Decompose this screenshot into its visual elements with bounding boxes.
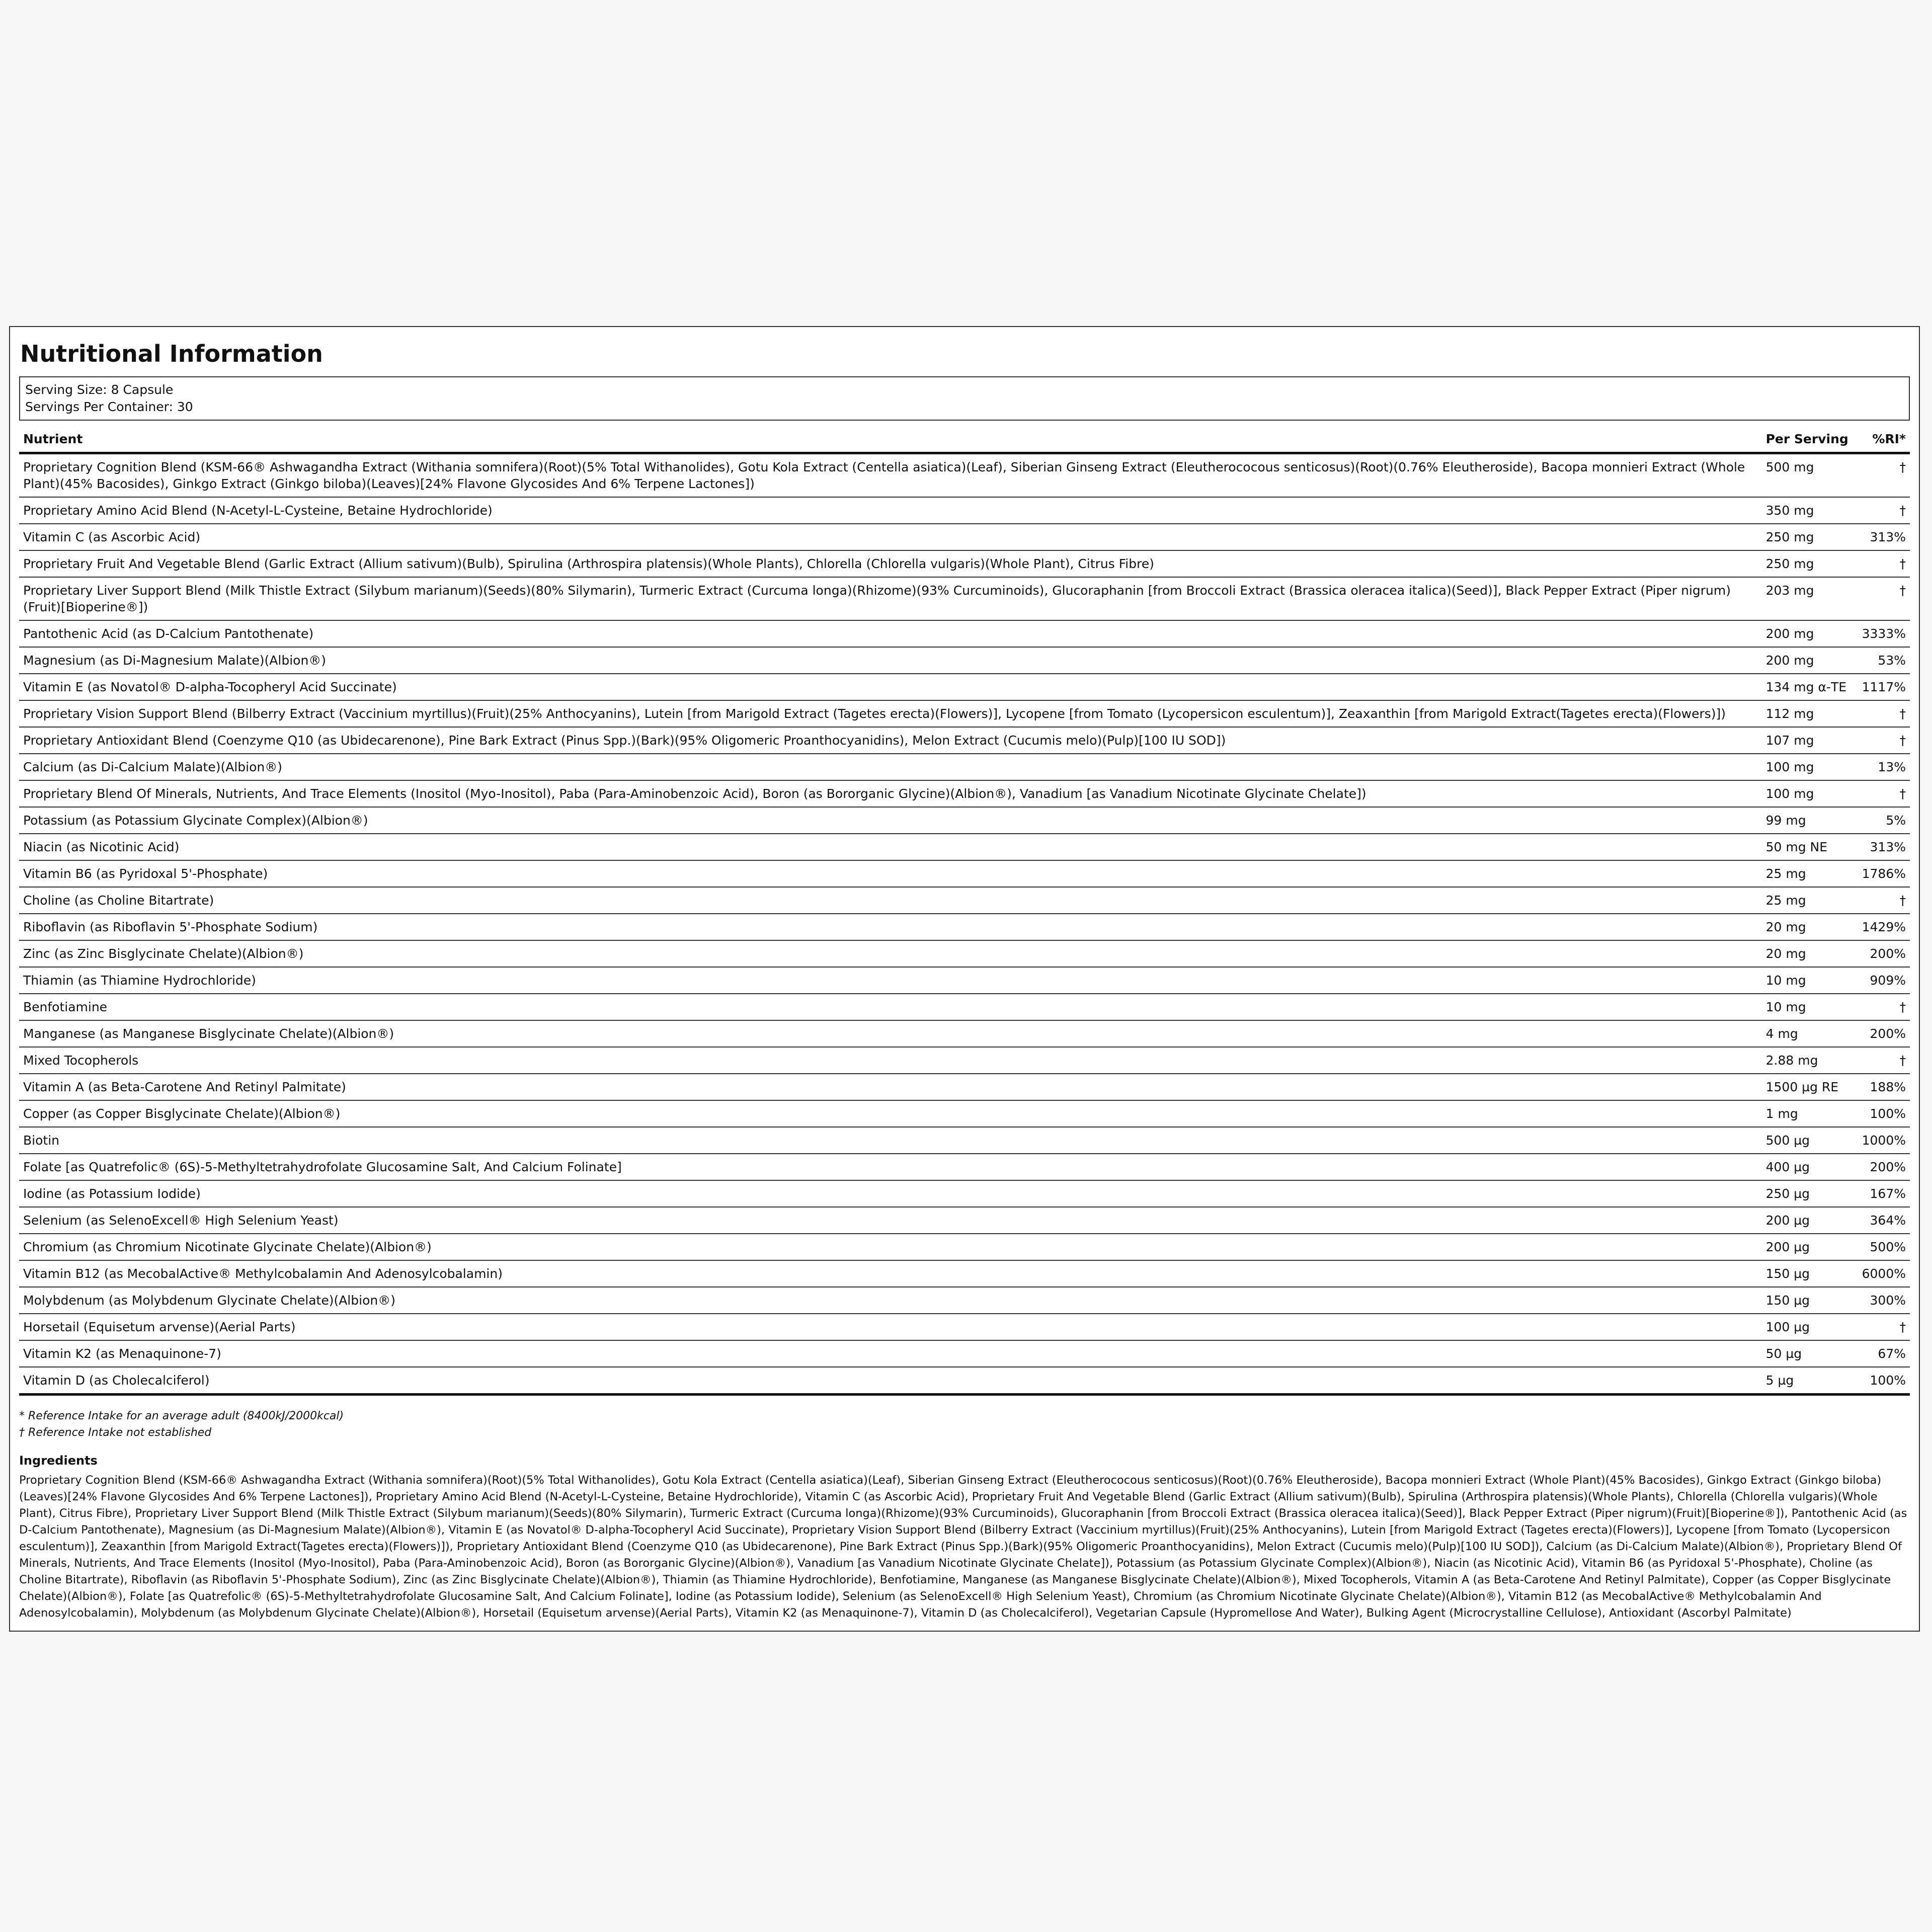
table-row <box>19 1127 1910 1154</box>
nutrient-name: Zinc (as Zinc Bisglycinate Chelate)(Albion®) <box>19 940 1762 967</box>
nutrient-amount: 50 µg <box>1762 1340 1858 1367</box>
nutrient-name: Mixed Tocopherols <box>19 1047 1762 1074</box>
nutrient-amount: 4 mg <box>1762 1020 1858 1047</box>
table-row <box>19 967 1910 994</box>
nutrient-name: Molybdenum (as Molybdenum Glycinate Chelate)(Albion®) <box>19 1287 1762 1314</box>
footnotes <box>19 1408 1910 1441</box>
table-row <box>19 940 1910 967</box>
table-row <box>19 807 1910 834</box>
table-row <box>19 550 1910 577</box>
nutrient-amount: 112 mg <box>1762 700 1858 727</box>
serving-info-box <box>19 376 1910 421</box>
nutrient-name: Proprietary Cognition Blend (KSM-66® Ashwagandha Extract (Withania somnifera)(Root)(5% Total Withanolides), Gotu Kola Extract (Centella asiatica)(Leaf), Siberian Ginseng Extract (Eleutherococous senticosus)(Root)(0.76% Eleutheroside), Bacopa monnieri Extract (Whole Plant)(45% Bacosides), Ginkgo Extract (Ginkgo biloba)(Leaves)[24% Flavone Glycosides And 6% Terpene Lactones]) <box>19 453 1762 498</box>
nutrient-ri: † <box>1858 550 1910 577</box>
nutrient-name: Magnesium (as Di-Magnesium Malate)(Albion®) <box>19 647 1762 674</box>
table-row <box>19 524 1910 550</box>
nutrient-name: Benfotiamine <box>19 994 1762 1020</box>
nutrient-name: Choline (as Choline Bitartrate) <box>19 887 1762 914</box>
nutrient-name: Chromium (as Chromium Nicotinate Glycinate Chelate)(Albion®) <box>19 1234 1762 1260</box>
header-ri: %RI* <box>1858 426 1910 453</box>
ri-footnote: * Reference Intake for an average adult (8400kJ/2000kcal) <box>19 1410 344 1422</box>
nutrient-ri: † <box>1858 700 1910 727</box>
nutrient-ri: 300% <box>1858 1287 1910 1314</box>
nutrient-amount: 250 mg <box>1762 524 1858 550</box>
nutrient-name: Proprietary Vision Support Blend (Bilberry Extract (Vaccinium myrtillus)(Fruit)(25% Anthocyanins), Lutein [from Marigold Extract (Tagetes erecta)(Flowers)], Lycopene [from Tomato (Lycopersicon esculentum)], Zeaxanthin [from Marigold Extract(Tagetes erecta)(Flowers)]) <box>19 700 1762 727</box>
nutrient-amount: 150 µg <box>1762 1287 1858 1314</box>
nutrient-ri: 167% <box>1858 1180 1910 1207</box>
nutrient-amount: 200 µg <box>1762 1234 1858 1260</box>
ingredients-text: Proprietary Cognition Blend (KSM-66® Ashwagandha Extract (Withania somnifera)(Root)(5% Total Withanolides), Gotu Kola Extract (Centella asiatica)(Leaf), Siberian Ginseng Extract (Eleutherococous senticosus)(Root)(0.76% Eleutheroside), Bacopa monnieri Extract (Whole Plant)(45% Bacosides), Ginkgo Extract (Ginkgo biloba)(Leaves)[24% Flavone Glycosides And 6% Terpene Lactones]), Proprietary Amino Acid Blend (N-Acetyl-L-Cysteine, Betaine Hydrochloride), Vitamin C (as Ascorbic Acid), Proprietary Fruit And Vegetable Blend (Garlic Extract (Allium sativum)(Bulb), Spirulina (Arthrospira platensis)(Whole Plants), Chlorella (Chlorella vulgaris)(Whole Plant), Citrus Fibre), Proprietary Liver Support Blend (Milk Thistle Extract (Silybum marianum)(Seeds)(80% Silymarin), Turmeric Extract (Curcuma longa)(Rhizome)(93% Curcuminoids), Glucoraphanin [from Broccoli Extract (Brassica oleracea italica)(Seed)], Black Pepper Extract (Piper nigrum)(Fruit)[Bioperine®]), Pantothenic Acid (as D-Calcium Pantothenate), Magnesium (as Di-Magnesium Malate)(Albion®), Vitamin E (as Novatol® D-alpha-Tocopheryl Acid Succinate), Proprietary Vision Support Blend (Bilberry Extract (Vaccinium myrtillus)(Fruit)(25% Anthocyanins), Lutein [from Marigold Extract (Tagetes erecta)(Flowers)], Lycopene [from Tomato (Lycopersicon esculentum)], Zeaxanthin [from Marigold Extract(Tagetes erecta)(Flowers)]), Proprietary Antioxidant Blend (Coenzyme Q10 (as Ubidecarenone), Pine Bark Extract (Pinus Spp.)(Bark)(95% Oligomeric Proanthocyanidins), Melon Extract (Cucumis melo)(Pulp)[100 IU SOD]), Calcium (as Di-Calcium Malate)(Albion®), Proprietary Blend Of Minerals, Nutrients, And Trace Elements (Inositol (Myo-Inositol), Paba (Para-Aminobenzoic Acid), Boron (as Bororganic Glycine)(Albion®), Vanadium [as Vanadium Nicotinate Glycinate Chelate]), Potassium (as Potassium Glycinate Complex)(Albion®), Niacin (as Nicotinic Acid), Vitamin B6 (as Pyridoxal 5'-Phosphate), Choline (as Choline Bitartrate), Riboflavin (as Riboflavin 5'-Phosphate Sodium), Zinc (as Zinc Bisglycinate Chelate)(Albion®), Thiamin (as Thiamine Hydrochloride), Benfotiamine, Manganese (as Manganese Bisglycinate Chelate)(Albion®), Mixed Tocopherols, Vitamin A (as Beta-Carotene And Retinyl Palmitate), Copper (as Copper Bisglycinate Chelate)(Albion®), Folate [as Quatrefolic® (6S)-5-Methyltetrahydrofolate Glucosamine Salt, And Calcium Folinate], Iodine (as Potassium Iodide), Selenium (as SelenoExcell® High Selenium Yeast), Chromium (as Chromium Nicotinate Glycinate Chelate)(Albion®), Vitamin B12 (as MecobalActive® Methylcobalamin And Adenosylcobalamin), Molybdenum (as Molybdenum Glycinate Chelate)(Albion®), Horsetail (Equisetum arvense)(Aerial Parts), Vitamin K2 (as Menaquinone-7), Vitamin D (as Cholecalciferol), Vegetarian Capsule (Hypromellose And Water), Bulking Agent (Microcrystalline Cellulose), Antioxidant (Ascorbyl Palmitate) <box>19 1474 1907 1620</box>
nutrient-ri: 313% <box>1858 524 1910 550</box>
table-row <box>19 780 1910 807</box>
table-row <box>19 914 1910 940</box>
nutrient-name: Horsetail (Equisetum arvense)(Aerial Parts) <box>19 1314 1762 1340</box>
nutrient-name: Thiamin (as Thiamine Hydrochloride) <box>19 967 1762 994</box>
table-row <box>19 1314 1910 1340</box>
nutrient-name: Vitamin K2 (as Menaquinone-7) <box>19 1340 1762 1367</box>
table-row <box>19 1367 1910 1395</box>
table-row <box>19 700 1910 727</box>
nutrient-ri: 364% <box>1858 1207 1910 1234</box>
nutrient-amount: 5 µg <box>1762 1367 1858 1395</box>
nutrient-ri: † <box>1858 1047 1910 1074</box>
nutrient-name: Proprietary Blend Of Minerals, Nutrients, And Trace Elements (Inositol (Myo-Inositol), Paba (Para-Aminobenzoic Acid), Boron (as Bororganic Glycine)(Albion®), Vanadium [as Vanadium Nicotinate Glycinate Chelate]) <box>19 780 1762 807</box>
table-row <box>19 1287 1910 1314</box>
nutrient-amount: 250 mg <box>1762 550 1858 577</box>
table-row <box>19 647 1910 674</box>
table-row <box>19 1260 1910 1287</box>
nutrition-panel <box>9 326 1920 1632</box>
nutrient-ri: 67% <box>1858 1340 1910 1367</box>
table-row <box>19 834 1910 860</box>
nutrient-ri: 188% <box>1858 1074 1910 1100</box>
nutrient-name: Riboflavin (as Riboflavin 5'-Phosphate Sodium) <box>19 914 1762 940</box>
nutrient-ri: 6000% <box>1858 1260 1910 1287</box>
nutrient-ri: 200% <box>1858 1020 1910 1047</box>
nutrient-ri: 313% <box>1858 834 1910 860</box>
nutrient-ri: 1117% <box>1858 674 1910 700</box>
nutrient-name: Calcium (as Di-Calcium Malate)(Albion®) <box>19 754 1762 780</box>
nutrient-amount: 25 mg <box>1762 887 1858 914</box>
table-row <box>19 994 1910 1020</box>
table-row <box>19 620 1910 647</box>
table-row <box>19 1100 1910 1127</box>
header-per-serving: Per Serving <box>1762 426 1858 453</box>
nutrient-rows <box>19 453 1910 1395</box>
nutrient-ri: 1429% <box>1858 914 1910 940</box>
nutrient-amount: 134 mg α-TE <box>1762 674 1858 700</box>
nutrient-name: Iodine (as Potassium Iodide) <box>19 1180 1762 1207</box>
nutrient-ri: † <box>1858 994 1910 1020</box>
nutrient-amount: 1 mg <box>1762 1100 1858 1127</box>
nutrient-ri: 500% <box>1858 1234 1910 1260</box>
nutrient-name: Vitamin B6 (as Pyridoxal 5'-Phosphate) <box>19 860 1762 887</box>
table-row <box>19 887 1910 914</box>
table-row <box>19 1207 1910 1234</box>
nutrient-name: Vitamin B12 (as MecobalActive® Methylcobalamin And Adenosylcobalamin) <box>19 1260 1762 1287</box>
nutrient-ri: 100% <box>1858 1100 1910 1127</box>
nutrient-amount: 20 mg <box>1762 940 1858 967</box>
nutrient-amount: 150 µg <box>1762 1260 1858 1287</box>
nutrient-name: Biotin <box>19 1127 1762 1154</box>
table-row <box>19 860 1910 887</box>
nutrient-amount: 50 mg NE <box>1762 834 1858 860</box>
nutrient-name: Proprietary Amino Acid Blend (N-Acetyl-L-Cysteine, Betaine Hydrochloride) <box>19 497 1762 524</box>
nutrient-ri: † <box>1858 497 1910 524</box>
nutrient-name: Proprietary Liver Support Blend (Milk Thistle Extract (Silybum marianum)(Seeds)(80% Silymarin), Turmeric Extract (Curcuma longa)(Rhizome)(93% Curcuminoids), Glucoraphanin [from Broccoli Extract (Brassica oleracea italica)(Seed)], Black Pepper Extract (Piper nigrum)(Fruit)[Bioperine®]) <box>19 577 1762 620</box>
nutrient-name: Niacin (as Nicotinic Acid) <box>19 834 1762 860</box>
nutrient-name: Selenium (as SelenoExcell® High Selenium Yeast) <box>19 1207 1762 1234</box>
table-row <box>19 1234 1910 1260</box>
nutrient-ri: 1786% <box>1858 860 1910 887</box>
table-row <box>19 754 1910 780</box>
serving-size: Serving Size: 8 Capsule <box>25 382 174 397</box>
nutrient-ri: † <box>1858 453 1910 498</box>
table-row <box>19 577 1910 620</box>
nutrient-amount: 250 µg <box>1762 1180 1858 1207</box>
nutrient-amount: 500 mg <box>1762 453 1858 498</box>
servings-per-container: Servings Per Container: 30 <box>25 399 193 414</box>
nutrient-ri: 200% <box>1858 940 1910 967</box>
nutrient-ri: 13% <box>1858 754 1910 780</box>
nutrient-amount: 10 mg <box>1762 967 1858 994</box>
nutrient-name: Vitamin A (as Beta-Carotene And Retinyl Palmitate) <box>19 1074 1762 1100</box>
nutrient-ri: † <box>1858 1314 1910 1340</box>
nutrient-ri: 909% <box>1858 967 1910 994</box>
nutrient-amount: 203 mg <box>1762 577 1858 620</box>
ingredients-heading: Ingredients <box>19 1454 98 1468</box>
nutrient-name: Vitamin C (as Ascorbic Acid) <box>19 524 1762 550</box>
nutrient-name: Potassium (as Potassium Glycinate Complex)(Albion®) <box>19 807 1762 834</box>
nutrient-amount: 100 mg <box>1762 754 1858 780</box>
table-row <box>19 453 1910 498</box>
nutrient-name: Pantothenic Acid (as D-Calcium Pantothenate) <box>19 620 1762 647</box>
nutrient-amount: 20 mg <box>1762 914 1858 940</box>
nutrient-table <box>19 426 1910 1396</box>
page-title: Nutritional Information <box>20 340 323 367</box>
nutrient-amount: 107 mg <box>1762 727 1858 754</box>
nutrient-amount: 1500 µg RE <box>1762 1074 1858 1100</box>
nutrient-amount: 2.88 mg <box>1762 1047 1858 1074</box>
nutrient-ri: 100% <box>1858 1367 1910 1395</box>
table-row <box>19 1047 1910 1074</box>
nutrient-ri: † <box>1858 727 1910 754</box>
nutrient-amount: 350 mg <box>1762 497 1858 524</box>
table-row <box>19 674 1910 700</box>
table-row <box>19 727 1910 754</box>
dagger-footnote: † Reference Intake not established <box>19 1426 212 1439</box>
nutrient-name: Folate [as Quatrefolic® (6S)-5-Methyltetrahydrofolate Glucosamine Salt, And Calcium Folinate] <box>19 1154 1762 1180</box>
nutrient-amount: 400 µg <box>1762 1154 1858 1180</box>
table-row <box>19 1340 1910 1367</box>
table-row <box>19 1154 1910 1180</box>
nutrient-name: Vitamin E (as Novatol® D-alpha-Tocopheryl Acid Succinate) <box>19 674 1762 700</box>
nutrient-name: Manganese (as Manganese Bisglycinate Chelate)(Albion®) <box>19 1020 1762 1047</box>
nutrient-name: Vitamin D (as Cholecalciferol) <box>19 1367 1762 1395</box>
nutrient-ri: † <box>1858 780 1910 807</box>
table-row <box>19 1020 1910 1047</box>
nutrient-amount: 500 µg <box>1762 1127 1858 1154</box>
nutrient-ri: † <box>1858 887 1910 914</box>
nutrient-amount: 100 µg <box>1762 1314 1858 1340</box>
nutrient-amount: 200 mg <box>1762 647 1858 674</box>
nutrient-ri: 3333% <box>1858 620 1910 647</box>
nutrient-name: Proprietary Fruit And Vegetable Blend (Garlic Extract (Allium sativum)(Bulb), Spirulina (Arthrospira platensis)(Whole Plants), Chlorella (Chlorella vulgaris)(Whole Plant), Citrus Fibre) <box>19 550 1762 577</box>
table-row <box>19 1074 1910 1100</box>
table-header-row <box>19 426 1910 453</box>
table-row <box>19 497 1910 524</box>
table-row <box>19 1180 1910 1207</box>
nutrient-ri: 1000% <box>1858 1127 1910 1154</box>
nutrient-ri: 5% <box>1858 807 1910 834</box>
nutrient-amount: 99 mg <box>1762 807 1858 834</box>
nutrient-amount: 200 µg <box>1762 1207 1858 1234</box>
nutrient-amount: 200 mg <box>1762 620 1858 647</box>
header-nutrient: Nutrient <box>19 426 1762 453</box>
nutrient-amount: 100 mg <box>1762 780 1858 807</box>
nutrient-ri: † <box>1858 577 1910 620</box>
nutrient-name: Proprietary Antioxidant Blend (Coenzyme Q10 (as Ubidecarenone), Pine Bark Extract (Pinus Spp.)(Bark)(95% Oligomeric Proanthocyanidins), Melon Extract (Cucumis melo)(Pulp)[100 IU SOD]) <box>19 727 1762 754</box>
nutrient-ri: 200% <box>1858 1154 1910 1180</box>
nutrient-amount: 25 mg <box>1762 860 1858 887</box>
nutrient-name: Copper (as Copper Bisglycinate Chelate)(Albion®) <box>19 1100 1762 1127</box>
nutrient-ri: 53% <box>1858 647 1910 674</box>
nutrient-amount: 10 mg <box>1762 994 1858 1020</box>
